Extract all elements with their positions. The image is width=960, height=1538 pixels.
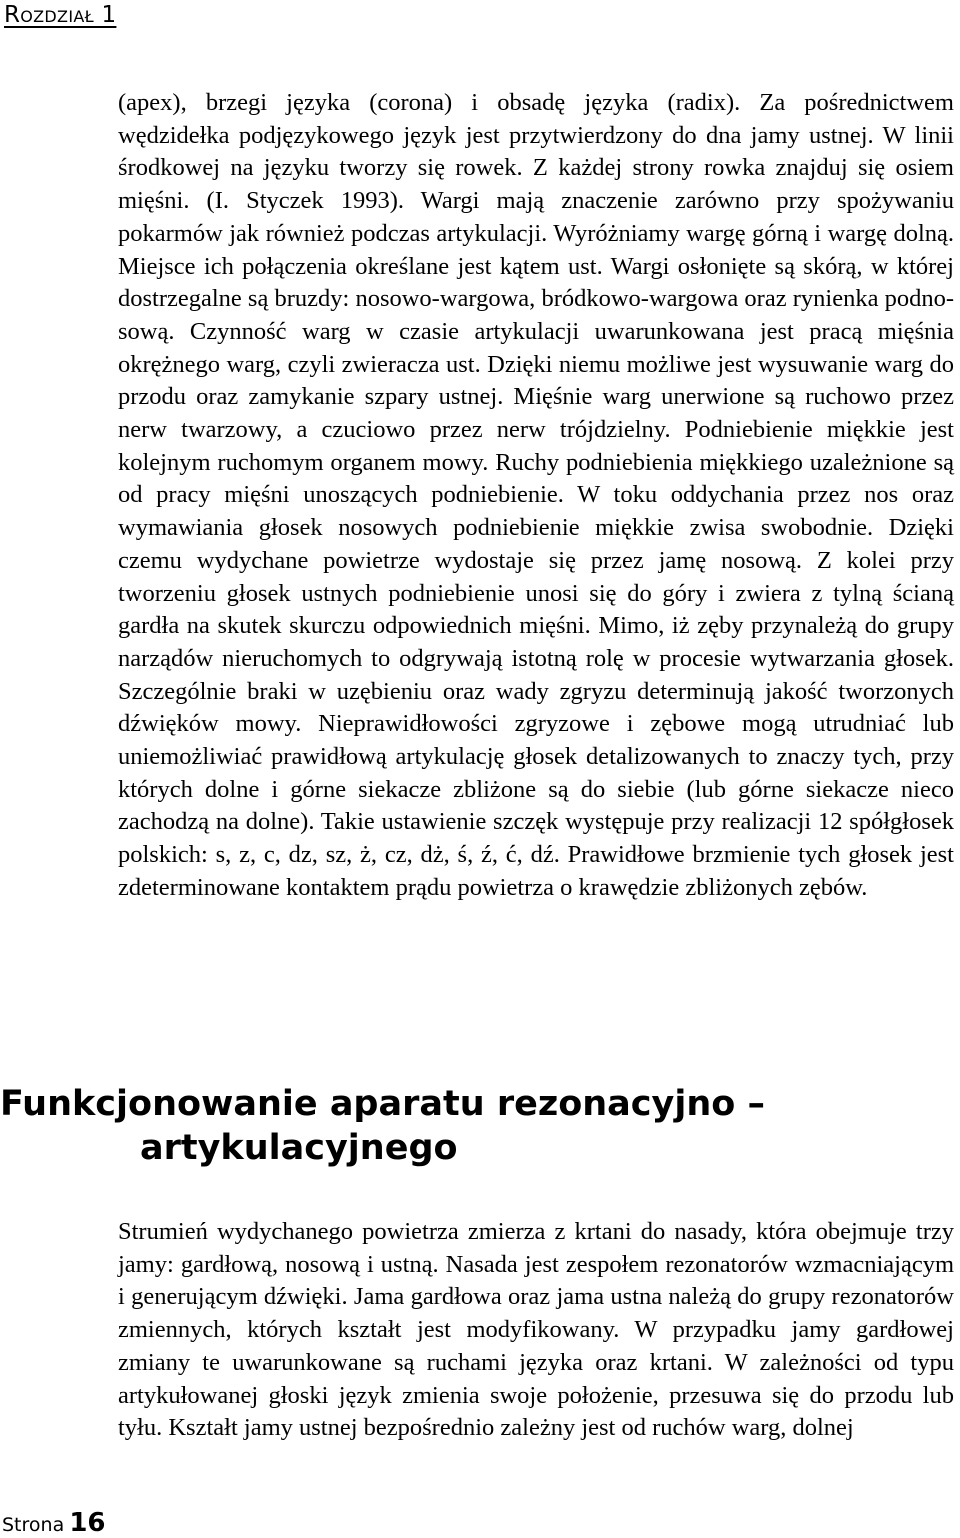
chapter-header: Rozdział 1	[4, 2, 117, 28]
body-paragraph: Strumień wydychanego powietrza zmierza z krtani do nasady, która obejmuje trzy jamy: gardłową, nosową i ustną. Nasada jest zespołem rezonatorów wzmacniającym i generującym dźwięki. Jama gardłowa oraz jama ustna należą do grupy rezonatorów zmiennych, których kształt jest modyfikowany. W przypadku jamy gardłowej zmiany te uwarunkowane są ruchami języka oraz krtani. W zależności od typu artykułowanej głoski język zmienia swoje położenie, przesuwa się do przodu lub tyłu. Kształt jamy ustnej bezpośrednio zależny jest od ruchów warg, dolnej	[118, 1218, 954, 1442]
page-label: Strona	[2, 1514, 65, 1536]
body-paragraph: (apex), brzegi języka (corona) i obsadę języka (radix). Za pośrednictwem wędzidełka podjęzykowego język jest przytwierdzony do dna jamy ustnej. W linii środkowej na języku tworzy się rowek. Z każdej strony rowka znajduj się osiem mięśni. (I. Styczek 1993). Wargi mają znaczenie zarówno przy spożywaniu pokarmów jak również podczas artykulacji. Wyróżniamy wargę górną i wargę dolną. Miejsce ich połączenia określane jest kątem ust. Wargi osłonięte są skórą, w której dostrzegalne są bruzdy: nosowo-wargowa, bródkowo-wargowa oraz rynienka podnosową. Czynność warg w czasie artykulacji uwarunkowana jest pracą mięśnia okrężnego warg, czyli zwieracza ust. Dzięki niemu możliwe jest wysuwanie warg do przodu oraz zamykanie szpary ustnej. Mięśnie warg unerwione są ruchowo przez nerw twarzowy, a czuciowo przez nerw trójdzielny. Podniebienie miękkie jest kolejnym ruchomym organem mowy. Ruchy podniebienia miękkiego uzależnione są od pracy mięśni unoszących podniebienie. W toku oddychania przez nos oraz wymawiania głosek nosowych podniebienie miękkie zwisa swobodnie. Dzięki czemu wydychane powietrze wydostaje się przez jamę nosową. Z kolei przy tworzeniu głosek ustnych podniebienie unosi się do góry i zwiera z tylną ścianą gardła na skutek skurczu odpowiednich mięśni. Mimo, iż zęby przynależą do grupy narządów nieruchomych to odgrywają istotną rolę w procesie wytwarzania głosek. Szczególnie braki w uzębieniu oraz wady zgryzu determinują jakość tworzonych dźwięków mowy. Nieprawidłowości zgryzowe i zębowe mogą utrudniać lub uniemożliwiać prawidłową artykulację głosek detalizowanych to znaczy tych, przy których dolne i górne siekacze zbliżone są do siebie (lub górne siekacze nieco zachodzą na dolne). Takie ustawienie szczęk występuje przy realizacji 12 spółgłosek polskich: s, z, c, dz, sz, ż, cz, dż, ś, ź, ć, dź. Prawidłowe brzmienie tych głosek jest zdeterminowane kontaktem prądu powietrza o krawędzie zbliżonych zębów.	[118, 89, 954, 901]
section-heading-line-1: Funkcjonowanie aparatu rezonacyjno –	[0, 1084, 765, 1124]
section-heading	[0, 1082, 960, 1170]
page-footer	[2, 1508, 106, 1538]
page-number: 16	[69, 1508, 106, 1538]
section-heading-line-2: artykulacyjnego	[140, 1128, 458, 1168]
